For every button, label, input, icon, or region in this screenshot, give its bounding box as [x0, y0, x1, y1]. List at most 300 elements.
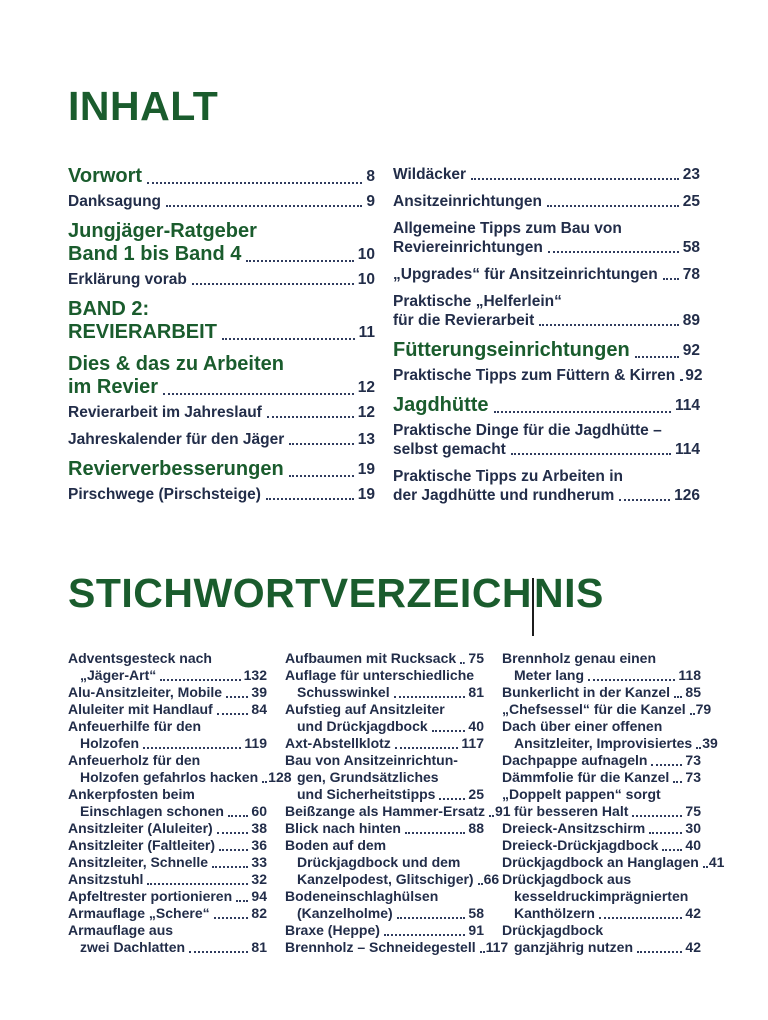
entry-text: der Jagdhütte und rundherum	[393, 487, 615, 504]
entry-line	[68, 376, 375, 399]
entry-line	[285, 650, 484, 667]
dot-leader	[647, 752, 685, 769]
index-entry	[285, 939, 509, 956]
entry-line	[68, 684, 267, 701]
toc-heading	[68, 220, 375, 266]
entry-line	[393, 486, 700, 505]
entry-text: Einschlagen schonen	[80, 803, 224, 819]
entry-text: Dies & das zu Arbeiten	[68, 353, 284, 375]
entry-text: Kanzelpodest, Glitschiger)	[297, 871, 474, 887]
toc-entry	[68, 485, 375, 504]
entry-line	[68, 243, 375, 266]
entry-line	[68, 270, 375, 289]
entry-text: Boden auf dem	[285, 837, 387, 853]
index-entry	[502, 871, 701, 922]
entry-text: Pirschwege (Pirschsteige)	[68, 486, 261, 503]
dot-leader	[428, 718, 469, 735]
page-number: 60	[251, 803, 267, 819]
index-entry	[502, 684, 701, 701]
entry-line	[285, 905, 484, 922]
toc-title: INHALT	[68, 83, 219, 129]
page-number: 38	[251, 820, 267, 836]
toc-entry	[393, 467, 700, 505]
dot-leader	[476, 939, 486, 956]
page-number: 32	[251, 871, 267, 887]
page-number: 9	[366, 193, 375, 210]
dot-leader	[645, 820, 685, 837]
page-number: 92	[682, 342, 700, 359]
entry-line	[68, 769, 292, 786]
entry-line	[502, 735, 718, 752]
page-number: 81	[468, 684, 484, 700]
page-number: 73	[685, 752, 701, 768]
index-entry	[68, 837, 267, 854]
dot-leader	[156, 667, 243, 684]
dot-leader	[208, 854, 251, 871]
dot-leader	[142, 165, 366, 188]
entry-line	[68, 820, 267, 837]
dot-leader	[139, 735, 244, 752]
dot-leader	[675, 366, 685, 385]
page-number: 40	[685, 837, 701, 853]
toc-heading	[68, 165, 375, 188]
entry-text: Praktische Tipps zu Arbeiten in	[393, 468, 623, 485]
dot-leader	[628, 803, 685, 820]
entry-line	[502, 820, 701, 837]
toc-entry	[68, 192, 375, 211]
page-number: 117	[461, 735, 484, 751]
entry-text: Auflage für unterschiedliche	[285, 667, 475, 683]
index-entry	[502, 701, 712, 718]
dot-leader	[380, 922, 469, 939]
toc-entry	[393, 265, 700, 284]
entry-text: Armauflage aus	[68, 922, 174, 938]
dot-leader	[215, 837, 251, 854]
page-number: 85	[685, 684, 701, 700]
entry-text: „Upgrades“ für Ansitzeinrichtungen	[393, 266, 658, 283]
entry-text: Danksagung	[68, 193, 162, 210]
dot-leader	[485, 803, 495, 820]
entry-line	[393, 311, 700, 330]
dot-leader	[241, 243, 357, 266]
dot-leader	[435, 786, 468, 803]
entry-line	[285, 820, 484, 837]
dot-leader	[584, 667, 678, 684]
page-number: 19	[357, 461, 375, 478]
dot-leader	[595, 905, 686, 922]
page-number: 23	[682, 166, 700, 183]
entry-text: Drückjagdbock	[502, 922, 604, 938]
entry-text: Erklärung vorab	[68, 271, 187, 288]
dot-leader	[284, 458, 358, 481]
entry-text: Praktische Tipps zum Füttern & Kirren	[393, 367, 676, 384]
entry-text: Brennholz – Schneidegestell	[285, 939, 476, 955]
toc-entry	[393, 366, 703, 385]
entry-text: Praktische „Helferlein“	[393, 293, 562, 310]
entry-line	[68, 485, 375, 504]
dot-leader	[401, 820, 469, 837]
entry-line	[285, 684, 484, 701]
entry-text: Drückjagdbock aus	[502, 871, 632, 887]
entry-text: Bodeneinschlaghülsen	[285, 888, 439, 904]
toc-column-left	[68, 165, 375, 513]
dot-leader	[489, 394, 675, 417]
entry-line	[68, 854, 267, 871]
index-entry	[285, 888, 484, 922]
index-title	[68, 570, 700, 616]
entry-text: ganzjährig nutzen	[514, 939, 633, 955]
index-entry	[502, 922, 701, 956]
entry-line	[68, 458, 375, 481]
dot-leader	[630, 339, 683, 362]
entry-line	[393, 165, 700, 184]
entry-line	[285, 871, 500, 888]
page-number: 118	[678, 667, 701, 683]
entry-text: Vorwort	[68, 165, 143, 187]
entry-line	[285, 735, 484, 752]
entry-line	[502, 667, 701, 684]
index-entry	[285, 701, 484, 735]
page-number: 33	[251, 854, 267, 870]
index-entry	[285, 667, 484, 701]
entry-text: Kanthölzern	[514, 905, 595, 921]
index-entry	[285, 820, 484, 837]
page-number: 89	[682, 312, 700, 329]
entry-text: Brennholz genau einen	[502, 650, 657, 666]
page-number: 58	[682, 239, 700, 256]
entry-line	[502, 684, 701, 701]
page-number: 12	[357, 379, 375, 396]
entry-text: Dämmfolie für die Kanzel	[502, 769, 670, 785]
entry-text: Dach über einer offenen	[502, 718, 663, 734]
toc-heading	[393, 394, 700, 417]
index-entry	[68, 684, 267, 701]
entry-text: kesseldruckimprägnierten	[514, 888, 689, 904]
page-number: 75	[468, 650, 484, 666]
toc-heading	[68, 353, 375, 399]
index-entry	[502, 837, 701, 854]
page-number: 12	[357, 404, 375, 421]
toc-entry	[393, 165, 700, 184]
entry-text: Revierverbesserungen	[68, 458, 284, 480]
entry-line	[68, 939, 267, 956]
page-number: 132	[243, 667, 267, 683]
page-number: 81	[251, 939, 267, 955]
entry-text: REVIERARBEIT	[68, 321, 217, 343]
page-number: 25	[682, 193, 700, 210]
entry-text: Ansitzleiter (Faltleiter)	[68, 837, 216, 853]
index-entry	[502, 786, 701, 820]
entry-text: Meter lang	[514, 667, 585, 683]
dot-leader	[506, 440, 675, 459]
entry-text: Axt-Abstellklotz	[285, 735, 391, 751]
dot-leader	[217, 321, 359, 344]
dot-leader	[224, 803, 251, 820]
entry-text: Bau von Ansitzeinrichtun-	[285, 752, 458, 768]
entry-text: Alu-Ansitzleiter, Mobile	[68, 684, 223, 700]
entry-line	[502, 803, 701, 820]
index-entry	[502, 650, 701, 684]
entry-text: Jahreskalender für den Jäger	[68, 431, 285, 448]
entry-text: Revierarbeit im Jahreslauf	[68, 404, 262, 421]
entry-line	[68, 192, 375, 211]
dot-leader	[699, 854, 709, 871]
index-title-part2: NIS	[534, 570, 604, 616]
page-number: 94	[251, 888, 267, 904]
index-entry	[68, 871, 267, 888]
entry-text: Dreieck-Drückjagdbock	[502, 837, 659, 853]
entry-line	[68, 701, 267, 718]
entry-line	[68, 837, 267, 854]
entry-text: Ansitzleiter (Aluleiter)	[68, 820, 213, 836]
index-entry	[68, 650, 267, 684]
entry-text: Reviereinrichtungen	[393, 239, 543, 256]
page-number: 40	[468, 718, 484, 734]
entry-text: BAND 2:	[68, 298, 150, 320]
dot-leader	[686, 701, 696, 718]
dot-leader	[543, 238, 683, 257]
dot-leader	[534, 311, 682, 330]
page-number: 84	[251, 701, 267, 717]
entry-text: Anfeuerholz für den	[68, 752, 201, 768]
entry-text: Band 1 bis Band 4	[68, 243, 242, 265]
page-number: 66	[483, 871, 500, 887]
page-number: 30	[685, 820, 701, 836]
index-entry	[502, 854, 725, 871]
toc-entry	[393, 421, 700, 459]
index-entry	[68, 752, 292, 786]
entry-line	[68, 803, 267, 820]
index-entry	[285, 752, 484, 803]
index-columns	[68, 650, 725, 956]
page-number: 42	[685, 905, 701, 921]
entry-text: Ansitzleiter, Improvisiertes	[514, 735, 693, 751]
dot-leader	[158, 376, 358, 399]
entry-line	[393, 394, 700, 417]
dot-leader	[258, 769, 268, 786]
page-number: 119	[244, 735, 267, 751]
entry-text: selbst gemacht	[393, 441, 506, 458]
page-number: 88	[468, 820, 484, 836]
toc-heading	[68, 298, 375, 344]
page-number: 58	[468, 905, 484, 921]
dot-leader	[185, 939, 251, 956]
dot-leader	[466, 165, 683, 184]
page-number: 13	[357, 431, 375, 448]
dot-leader	[213, 820, 252, 837]
dot-leader	[474, 871, 484, 888]
entry-text: für besseren Halt	[514, 803, 629, 819]
index-entry	[68, 854, 267, 871]
dot-leader	[669, 769, 685, 786]
index-entry	[285, 922, 484, 939]
index-entry	[502, 718, 718, 752]
page-number: 82	[251, 905, 267, 921]
entry-text: „Jäger-Art“	[80, 667, 157, 683]
dot-leader	[633, 939, 685, 956]
entry-text: „Doppelt pappen“ sorgt	[502, 786, 661, 802]
page-number: 78	[682, 266, 700, 283]
page-number: 19	[357, 486, 375, 503]
page-number: 41	[708, 854, 725, 870]
entry-line	[68, 905, 267, 922]
page-number: 114	[674, 397, 700, 414]
page-number: 36	[251, 837, 267, 853]
index-entry	[68, 905, 267, 922]
toc-entry	[393, 292, 700, 330]
entry-text: Jagdhütte	[393, 394, 489, 416]
entry-line	[502, 854, 725, 871]
entry-text: Braxe (Heppe)	[285, 922, 380, 938]
page-number: 10	[357, 271, 375, 288]
page-number: 39	[702, 735, 718, 751]
dot-leader	[542, 192, 683, 211]
entry-text: Holzofen	[80, 735, 140, 751]
entry-line	[502, 939, 701, 956]
entry-line	[502, 905, 701, 922]
index-column-3	[502, 650, 725, 956]
dot-leader	[658, 837, 685, 854]
entry-text: Drückjagdbock und dem	[297, 854, 461, 870]
entry-text: Wildäcker	[393, 166, 467, 183]
entry-line	[68, 430, 375, 449]
entry-line	[285, 922, 484, 939]
page-number: 75	[685, 803, 701, 819]
entry-text: Ansitzleiter, Schnelle	[68, 854, 209, 870]
page-number: 91	[468, 922, 484, 938]
entry-line	[68, 321, 375, 344]
toc-heading	[68, 458, 375, 481]
index-entry	[68, 786, 267, 820]
entry-line	[393, 192, 700, 211]
toc-entry	[68, 270, 375, 289]
page-number: 126	[674, 487, 700, 504]
entry-line	[68, 735, 267, 752]
dot-leader	[456, 650, 468, 667]
entry-line	[502, 752, 701, 769]
dot-leader	[692, 735, 702, 752]
dot-leader	[670, 684, 685, 701]
index-entry	[285, 650, 484, 667]
dot-leader	[262, 403, 358, 422]
toc-column-right	[393, 165, 703, 513]
dot-leader	[261, 485, 358, 504]
index-entry	[68, 888, 267, 905]
page-number: 39	[251, 684, 267, 700]
toc-entry	[68, 403, 375, 422]
index-entry	[502, 769, 701, 786]
entry-line	[285, 786, 484, 803]
page-number: 79	[695, 701, 712, 717]
index-entry	[502, 752, 701, 769]
entry-text: Blick nach hinten	[285, 820, 401, 836]
entry-text: Dreieck-Ansitzschirm	[502, 820, 646, 836]
index-entry	[285, 735, 484, 752]
page-number: 114	[674, 441, 700, 458]
page-number: 10	[357, 246, 375, 263]
entry-text: und Drückjagdbock	[297, 718, 428, 734]
entry-text: Armauflage „Schere“	[68, 905, 210, 921]
dot-leader	[391, 735, 462, 752]
entry-line	[502, 837, 701, 854]
entry-line	[502, 769, 701, 786]
entry-text: im Revier	[68, 376, 159, 398]
entry-text: Ansitzstuhl	[68, 871, 144, 887]
dot-leader	[614, 486, 674, 505]
index-column-1	[68, 650, 292, 956]
entry-text: Praktische Dinge für die Jagdhütte –	[393, 422, 662, 439]
index-entry	[285, 837, 500, 888]
toc-entry	[393, 219, 700, 257]
page-number: 92	[685, 367, 703, 384]
index-entry	[68, 820, 267, 837]
page-number: 91	[494, 803, 511, 819]
entry-line	[502, 701, 712, 718]
dot-leader	[187, 270, 358, 289]
entry-text: Apfeltrester portionieren	[68, 888, 233, 904]
entry-text: Allgemeine Tipps zum Bau von	[393, 220, 622, 237]
entry-text: Holzofen gefahrlos hacken	[80, 769, 259, 785]
entry-text: Aluleiter mit Handlauf	[68, 701, 213, 717]
dot-leader	[390, 684, 469, 701]
entry-line	[68, 871, 267, 888]
entry-text: gen, Grundsätzliches	[297, 769, 439, 785]
dot-leader	[161, 192, 366, 211]
entry-line	[393, 440, 700, 459]
entry-text: und Sicherheitstipps	[297, 786, 436, 802]
entry-line	[68, 667, 267, 684]
entry-text: Drückjagdbock an Hanglagen	[502, 854, 699, 870]
toc-entry	[68, 430, 375, 449]
dot-leader	[658, 265, 683, 284]
entry-text: Aufstieg auf Ansitzleiter	[285, 701, 445, 717]
toc-columns	[68, 165, 703, 513]
page-number: 8	[366, 168, 375, 185]
dot-leader	[232, 888, 251, 905]
dot-leader	[222, 684, 251, 701]
entry-line	[68, 165, 375, 188]
page-number: 11	[358, 324, 375, 341]
index-entry	[502, 820, 701, 837]
entry-line	[285, 939, 509, 956]
entry-text: Ankerpfosten beim	[68, 786, 195, 802]
dot-leader	[284, 430, 358, 449]
entry-text: Beißzange als Hammer-Ersatz	[285, 803, 485, 819]
entry-text: (Kanzelholme)	[297, 905, 393, 921]
entry-text: für die Revierarbeit	[393, 312, 535, 329]
entry-text: Adventsgesteck nach	[68, 650, 212, 666]
page-number: 25	[468, 786, 484, 802]
dot-leader	[210, 905, 252, 922]
entry-text: „Chefsessel“ für die Kanzel	[502, 701, 686, 717]
index-entry	[68, 718, 267, 752]
dot-leader	[213, 701, 252, 718]
toc-entry	[393, 192, 700, 211]
entry-line	[68, 888, 267, 905]
entry-line	[393, 366, 703, 385]
page-number: 128	[268, 769, 292, 785]
entry-text: Schusswinkel	[297, 684, 390, 700]
entry-text: Aufbaumen mit Rucksack	[285, 650, 457, 666]
index-entry	[68, 701, 267, 718]
toc-heading	[393, 339, 700, 362]
page-number: 73	[685, 769, 701, 785]
entry-line	[393, 265, 700, 284]
entry-text: Fütterungseinrichtungen	[393, 339, 630, 361]
index-entry	[285, 803, 511, 820]
entry-text: Jungjäger-Ratgeber	[68, 220, 257, 242]
entry-text: Anfeuerhilfe für den	[68, 718, 202, 734]
